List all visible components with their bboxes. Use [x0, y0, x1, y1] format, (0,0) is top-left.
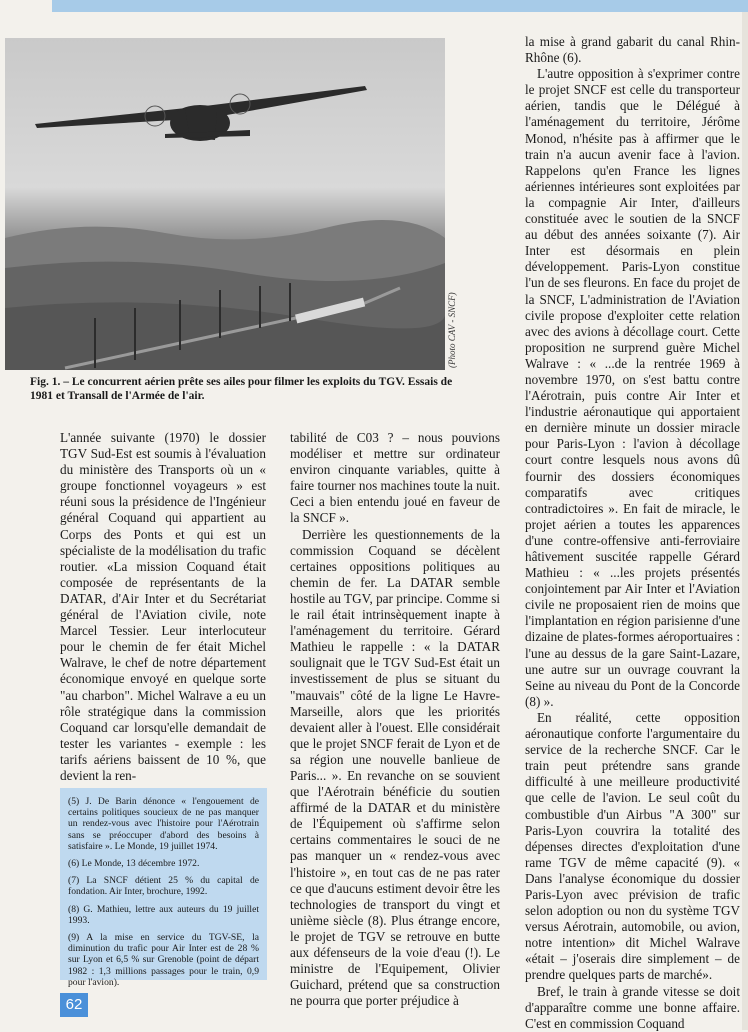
- paragraph: L'autre opposition à s'exprimer contre le projet SNCF est celle du transporteur aérien, tandis que le Délégué à l'aménagement du territoire, Jérôme Monod, n'hésite pas à affirmer que le train n'a aucun avenir face à l'avion. Rappelons qu'en France les lignes aériennes intérieures sont exploitées par la compagnie Air Inter, d'ailleurs constituée avec le soutien de la SNCF au début des années soixante (7). Air Inter est désormais en plein développement. Paris-Lyon constitue l'un de ses fleurons. En face du projet de la SNCF, L'administration de l'Aviation civile propose d'exploiter cette relation avec des avions à décollage court. Cette proposition ne surprend guère Michel Walrave : « ...de la rentrée 1969 à novembre 1970, on s'est battu contre l'Aérotrain, puis contre Air Inter et l'industrie aéronautique qui apportaient en dernière minute un dossier miracle pour Paris-Lyon : l'avion à décollage court contre lesquels nous avons dû fournir des dossiers économiques comparatifs avec critiques contradictoires ». En fait de miracle, le projet aérien a toutes les apparences d'une contre-offensive anti-ferroviaire hâtivement suscitée rappelle Gérard Mathieu : « ...les projets présentés conjointement par Air Inter et l'Aviation civile ne proposaient rien de moins que l'implantation en région parisienne d'une dizaine de plates-formes aéroportuaires : l'une au dessus de la gare Saint-Lazare, une autre sur un ouvrage couvrant la Seine au niveau du Pont de la Concorde (8) ».: [525, 66, 740, 709]
- paragraph: tabilité de C03 ? – nous pouvions modéliser et mettre sur ordinateur environ cinquante variables, quitte à faire tourner nos machines toute la nuit. Ceci a bien entendu joué en faveur de la SNCF ».: [290, 430, 500, 526]
- paragraph: Bref, le train à grande vitesse se doit d'apparaître comme une bonne affaire. C'est en commission Coquand: [525, 983, 740, 1031]
- paragraph: L'année suivante (1970) le dossier TGV Sud-Est est soumis à l'évaluation du ministère des Transports où un « groupe fonctionnel voyageurs » est réuni sous la présidence de l'Ingénieur général Coquand qui appartient au Corps des Ponts et qui est un spécialiste de la modélisation du trafic routier. «La mission Coquand était composée de représentants de la DATAR, d'Air Inter et du Secrétariat général de l'Aviation civile, note Marcel Tessier. Leur interlocuteur pour le chemin de fer était Michel Walrave, le chef de notre département économique envoyé en quelque sorte "au charbon". Michel Walrave a eu un rôle stratégique dans la commission Coquand car lorsqu'elle demandait de tester les variantes - exemple : les tarifs aériens baissent de 10 %, que devient la ren-: [60, 430, 266, 783]
- footnote: (7) La SNCF détient 25 % du capital de fondation. Air Inter, brochure, 1992.: [68, 875, 259, 898]
- footnote: (9) A la mise en service du TGV-SE, la diminution du trafic pour Air Inter est de 28 % sur Lyon et 6,5 % sur Grenoble (point de départ 1982 : 1,3 millions passages pour le train, 0,9 pour l'avion).: [68, 932, 259, 988]
- footnote: (5) J. De Barin dénonce « l'engouement de certains politiques soucieux de ne pas manquer un rendez-vous avec l'histoire pour l'Aérotrain sans se préoccuper d'abord des besoins à satisfaire ». Le Monde, 19 juillet 1974.: [68, 796, 259, 852]
- photo-illustration: [5, 38, 445, 370]
- paragraph: Derrière les questionnements de la commission Coquand se décèlent certaines oppositions politiques au chemin de fer. La DATAR semble hostile au TGV, par principe. Comme si le rail était intrinsèquement inapte à l'aménagement du territoire. Gérard Mathieu le rappelle : « la DATAR soulignait que le TGV Sud-Est était un investissement de plus se situant du "mauvais" côté de la ligne Le Havre-Marseille, alors que les priorités devaient aller à l'ouest. Elle considérait que le projet SNCF ferait de Lyon et de sa région une nouvelle banlieue de Paris... ». En revanche on se souvient que l'Aérotrain bénéficie du soutien affirmé de la DATAR et du ministère de l'Équipement où s'affirme selon certains commentaires le souci de ne pas manquer un « rendez-vous avec l'histoire », en tout cas de ne pas rater ce que d'aucuns estiment devoir être les technologies de transport du vingt et unième siècle (8). Plus étrange encore, le projet de TGV se retrouve en butte aux défenseurs de la voie d'eau (!). Le ministre de l'Equipement, Olivier Guichard, prétend que sa construction ne pourra que porter préjudice à: [290, 526, 500, 1009]
- photo-credit: (Photo CAV - SNCF): [447, 292, 457, 368]
- paragraph: la mise à grand gabarit du canal Rhin-Rhône (6).: [525, 34, 740, 66]
- paragraph: En réalité, cette opposition aéronautique conforte l'argumentaire du service de la recherche SNCF. Car le train peut prétendre sans grande difficulté à une meilleure productivité que celle de l'avion. Le seul coût du combustible d'un Airbus "A 300" sur Paris-Lyon couvrira la totalité des dépenses directes d'exploitation d'une rame TGV de même capacité (9). « Dans l'analyse économique du dossier Paris-Lyon avec prévision de trafic selon adoption ou non du système TGV versus Aérotrain, automobile, ou avion, notre intention» dit Michel Walrave «était – j'oserais dire simplement – de prendre quelques parts de marché».: [525, 709, 740, 983]
- text-column-3: [525, 34, 740, 1032]
- footnotes-box: [60, 788, 267, 988]
- footnote: (8) G. Mathieu, lettre aux auteurs du 19 juillet 1993.: [68, 903, 259, 926]
- figure-caption: Fig. 1. – Le concurrent aérien prête ses ailes pour filmer les exploits du TGV. Essais de 1981 et Transall de l'Armée de l'air.: [30, 376, 453, 402]
- text-column-1: [60, 430, 266, 784]
- page-number: 62: [60, 993, 88, 1017]
- footnote: (6) Le Monde, 13 décembre 1972.: [68, 858, 200, 870]
- page-edge: [742, 12, 748, 1030]
- photo-plane-and-train: [5, 38, 445, 370]
- text-column-2: [290, 430, 500, 1009]
- top-color-band: [52, 0, 748, 12]
